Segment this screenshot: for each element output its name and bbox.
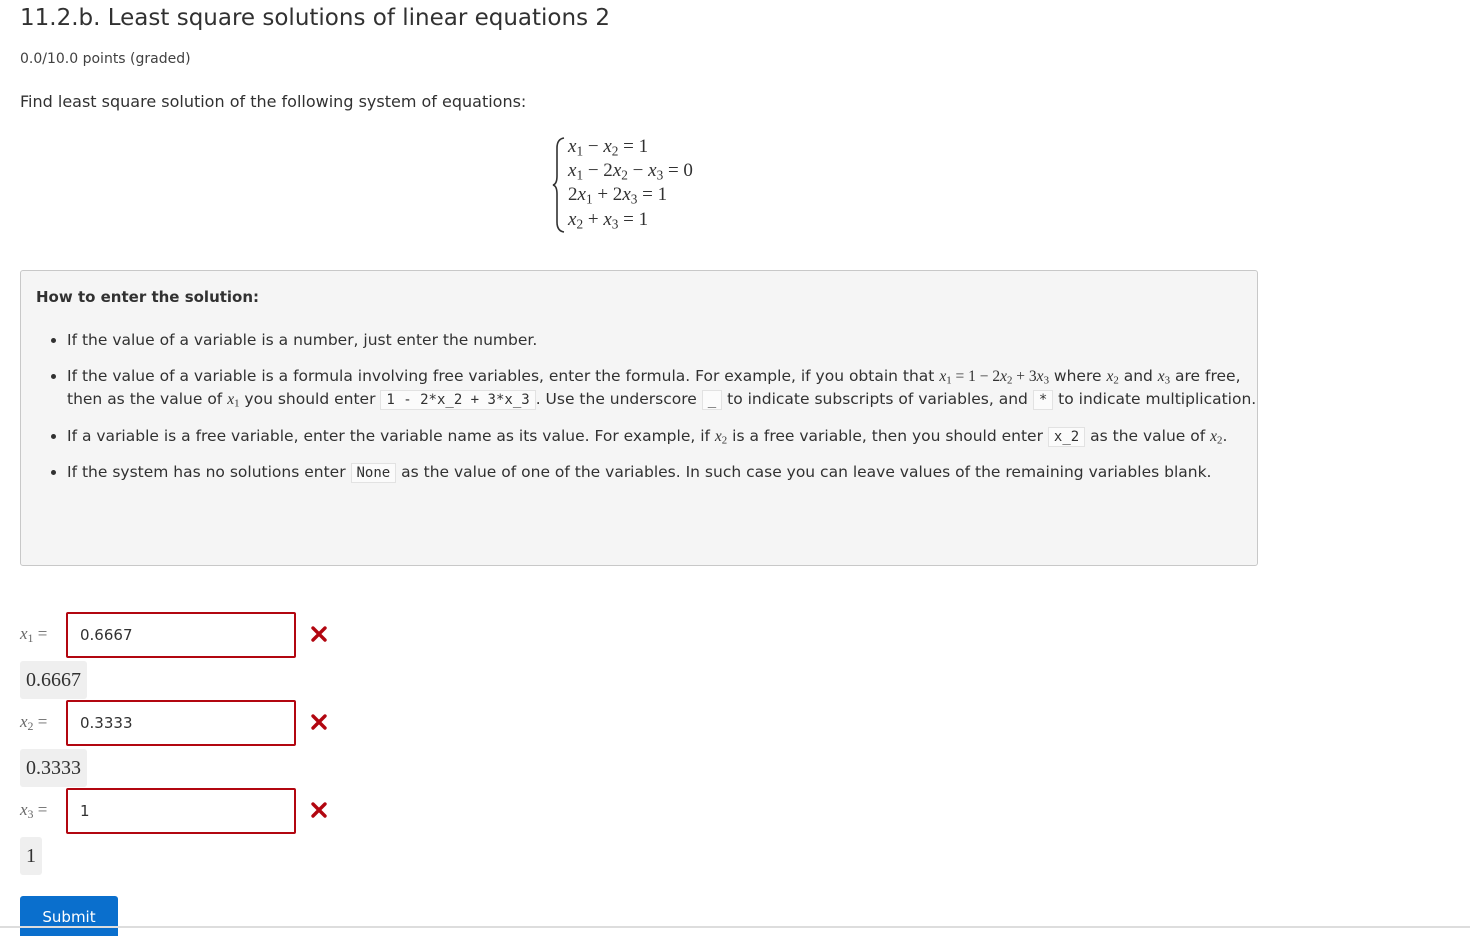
equation-1: $x_1 - x_2 = 1$ [568,136,649,159]
problem-prompt: Find least square solution of the following system of equations: [20,92,527,111]
points-status: 0.0/10.0 points (graded) [20,51,191,67]
close-icon [309,800,329,820]
answer-preview-x3: 1 [20,837,42,875]
submit-button[interactable]: Submit [20,896,118,936]
answer-label-x1: $x_1$ = [20,624,48,645]
code-snippet: * [1033,390,1053,410]
answer-label-x2: $x_2$ = [20,712,48,733]
close-icon [309,712,329,732]
answer-input-x2[interactable] [66,700,296,746]
code-snippet: _ [702,390,722,410]
list-item: • If the system has no solutions enter None as the value of one of the variables. In such case you can leave values of the remaining variables blank. [67,461,1267,486]
list-item: • If the value of a variable is a number, just enter the number. [67,329,1267,353]
code-snippet: x_2 [1048,427,1085,447]
instructions-heading: How to enter the solution: [36,288,260,306]
answer-preview-x2: 0.3333 [20,749,87,787]
left-brace-icon [552,136,566,234]
problem-title: 11.2.b. Least square solutions of linear equations 2 [20,5,611,31]
code-snippet: 1 - 2*x_2 + 3*x_3 [380,390,535,410]
list-item: • If a variable is a free variable, enter the variable name as its value. For example, if $x_2$ is a free variable, then you should enter x_2 as the value of $x_2$. [67,425,1267,450]
instructions-list [45,329,1267,498]
equation-3: $2x_1 + 2x_3 = 1$ [568,184,668,207]
code-snippet: None [351,463,397,483]
answer-label-x3: $x_3$ = [20,800,48,821]
equation-4: $x_2 + x_3 = 1$ [568,209,649,232]
instructions-panel [20,270,1258,566]
list-item: • If the value of a variable is a formula involving free variables, enter the formula. For example, if you obtain that $x_1 = 1 - 2x_2 + 3x_3$ where $x_2$ and $x_3$ are free, then as the value of $x_1$ you should enter 1 - 2*x_2 + 3*x_3 . Use the underscore _ to indicate subscripts of variables, and * to indicate multiplication. [67,365,1267,413]
answer-input-x1[interactable] [66,612,296,658]
close-icon [309,624,329,644]
answer-preview-x1: 0.6667 [20,661,87,699]
equation-system [552,136,752,236]
answer-input-x3[interactable] [66,788,296,834]
equation-2: $x_1 - 2x_2 - x_3 = 0$ [568,160,693,183]
